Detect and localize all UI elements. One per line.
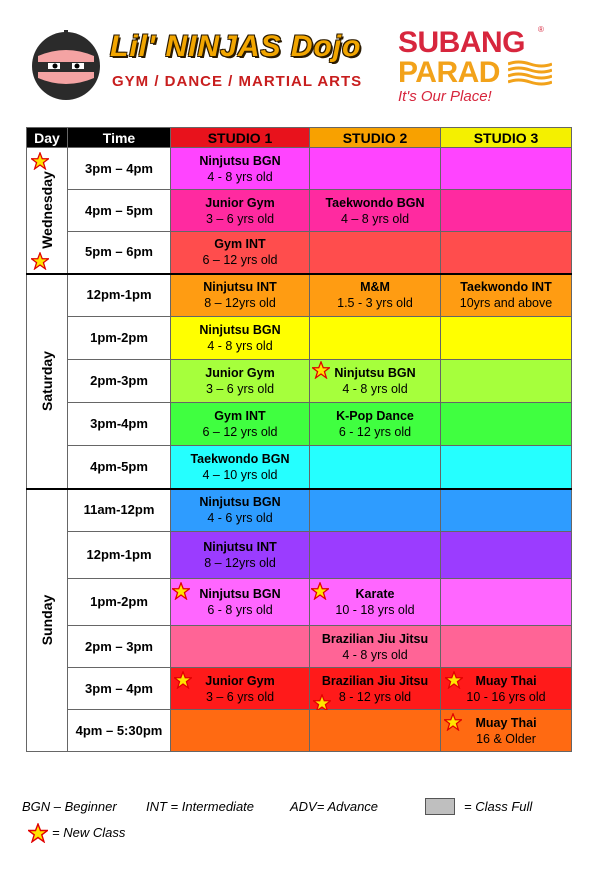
class-age: 8 – 12yrs old: [204, 296, 276, 311]
table-row: [27, 232, 572, 274]
studio-2-cell: [310, 148, 441, 190]
header-studio-2: STUDIO 2: [310, 128, 441, 148]
mall-logo-line2: PARAD: [398, 56, 500, 89]
class-age: 8 – 12yrs old: [204, 556, 276, 570]
studio-1-cell[interactable]: [171, 360, 310, 403]
studio-1-cell[interactable]: [171, 446, 310, 489]
time-slot: 12pm-1pm: [68, 532, 171, 579]
studio-3-cell: [441, 626, 572, 668]
studio-1-cell[interactable]: [171, 148, 310, 190]
new-class-star-icon: [444, 713, 462, 731]
mall-reg-mark: ®: [538, 25, 544, 34]
studio-2-cell[interactable]: [310, 360, 441, 403]
new-class-star-icon: [174, 671, 192, 689]
table-row: [27, 274, 572, 317]
class-name: Junior Gym: [205, 366, 275, 380]
class-schedule-table: [26, 127, 572, 752]
class-age: 4 - 6 yrs old: [207, 511, 273, 526]
table-header-row: [27, 128, 572, 148]
studio-3-cell: [441, 446, 572, 489]
legend-adv: ADV= Advance: [290, 799, 379, 814]
legend-bgn: BGN – Beginner: [22, 799, 117, 814]
table-row: [27, 403, 572, 446]
class-age: 10yrs and above: [459, 296, 553, 311]
table-row: [27, 317, 572, 360]
class-age: 10 - 18 yrs old: [335, 603, 415, 617]
class-age: 6 - 12 yrs old: [338, 425, 412, 439]
studio-3-cell: [441, 532, 572, 579]
class-name: Junior Gym: [205, 673, 275, 688]
class-age: 6 – 12 yrs old: [202, 425, 278, 439]
time-slot: 11am-12pm: [68, 489, 171, 532]
class-name: Brazilian Jiu Jitsu: [321, 673, 429, 688]
day-sunday: [27, 489, 68, 752]
studio-2-cell: [310, 317, 441, 360]
studio-1-cell[interactable]: [171, 579, 310, 626]
class-name: Ninjutsu BGN: [199, 587, 281, 601]
studio-1-cell[interactable]: [171, 232, 310, 274]
class-age: 1.5 - 3 yrs old: [337, 296, 413, 311]
class-age: 6 - 8 yrs old: [207, 603, 273, 617]
table-row: [27, 446, 572, 489]
studio-3-cell: [441, 190, 572, 232]
new-class-star-icon: [28, 823, 48, 843]
table-row: [27, 579, 572, 626]
dojo-subtitle: GYM / DANCE / MARTIAL ARTS: [112, 73, 363, 90]
class-name: Muay Thai: [475, 673, 537, 688]
time-slot: 3pm-4pm: [68, 403, 171, 446]
header-studio-1: STUDIO 1: [171, 128, 310, 148]
time-slot: 2pm – 3pm: [68, 626, 171, 668]
class-age: 4 - 8 yrs old: [342, 382, 408, 396]
studio-3-cell: [441, 360, 572, 403]
header-day: Day: [27, 128, 68, 148]
class-name: Ninjutsu BGN: [199, 495, 281, 510]
class-name: K-Pop Dance: [336, 409, 414, 423]
time-slot: 4pm – 5:30pm: [68, 710, 171, 752]
studio-1-cell[interactable]: [171, 489, 310, 532]
legend-int: INT = Intermediate: [146, 799, 255, 814]
studio-2-cell[interactable]: [310, 274, 441, 317]
class-name: Taekwondo BGN: [325, 195, 425, 210]
mall-stripes-icon: [508, 60, 552, 86]
class-name: Ninjutsu BGN: [334, 366, 416, 380]
day-saturday: [27, 274, 68, 489]
studio-2-cell: [310, 710, 441, 752]
class-age: 6 – 12 yrs old: [202, 253, 278, 268]
studio-2-cell: [310, 446, 441, 489]
day-wednesday: [27, 148, 68, 274]
new-class-star-icon: [31, 252, 49, 270]
table-row: [27, 710, 572, 752]
dojo-title: Lil' NINJAS Dojo: [110, 30, 362, 63]
class-name: Muay Thai: [475, 715, 537, 730]
studio-2-cell[interactable]: [310, 668, 441, 710]
table-row: [27, 148, 572, 190]
time-slot: 1pm-2pm: [68, 579, 171, 626]
time-slot: 3pm – 4pm: [68, 148, 171, 190]
class-name: Karate: [355, 587, 395, 601]
studio-3-cell[interactable]: [441, 710, 572, 752]
day-label: Saturday: [39, 351, 55, 411]
class-name: M&M: [360, 280, 390, 295]
new-class-star-icon: [311, 582, 329, 600]
new-class-star-icon: [31, 152, 49, 170]
studio-1-cell[interactable]: [171, 317, 310, 360]
table-row: [27, 190, 572, 232]
table-row: [27, 360, 572, 403]
day-label: Sunday: [39, 594, 55, 646]
time-slot: 1pm-2pm: [68, 317, 171, 360]
studio-3-cell: [441, 232, 572, 274]
new-class-star-icon: [172, 582, 190, 600]
studio-2-cell[interactable]: [310, 579, 441, 626]
new-class-star-icon: [445, 671, 463, 689]
new-class-star-icon: [312, 361, 330, 379]
legend-new: = New Class: [52, 825, 126, 840]
class-name: Ninjutsu BGN: [199, 323, 281, 337]
header-time: Time: [68, 128, 171, 148]
time-slot: 12pm-1pm: [68, 274, 171, 317]
table-row: [27, 626, 572, 668]
class-name: Brazilian Jiu Jitsu: [321, 631, 429, 646]
time-slot: 5pm – 6pm: [68, 232, 171, 274]
header-studio-3: STUDIO 3: [441, 128, 572, 148]
studio-2-cell[interactable]: [310, 626, 441, 668]
studio-3-cell: [441, 579, 572, 626]
studio-1-cell: [171, 710, 310, 752]
table-row: [27, 668, 572, 710]
studio-2-cell: [310, 232, 441, 274]
class-name: Taekwondo INT: [460, 280, 552, 295]
studio-3-cell[interactable]: [441, 274, 572, 317]
studio-1-cell[interactable]: [171, 274, 310, 317]
class-age: 4 - 8 yrs old: [207, 169, 273, 184]
studio-3-cell: [441, 148, 572, 190]
studio-3-cell: [441, 403, 572, 446]
class-name: Ninjutsu INT: [203, 280, 277, 295]
class-age: 16 & Older: [476, 731, 536, 746]
class-name: Ninjutsu INT: [203, 540, 277, 554]
studio-1-cell[interactable]: [171, 403, 310, 446]
class-age: 3 – 6 yrs old: [205, 689, 275, 704]
time-slot: 4pm-5pm: [68, 446, 171, 489]
class-age: 3 – 6 yrs old: [205, 211, 275, 226]
legend-full: = Class Full: [464, 799, 533, 814]
studio-1-cell[interactable]: [171, 190, 310, 232]
studio-1-cell[interactable]: [171, 532, 310, 579]
class-age: 4 – 10 yrs old: [202, 467, 278, 482]
studio-3-cell[interactable]: [441, 668, 572, 710]
time-slot: 3pm – 4pm: [68, 668, 171, 710]
class-name: Junior Gym: [205, 195, 275, 210]
class-age: 4 – 8 yrs old: [340, 211, 410, 226]
studio-3-cell: [441, 489, 572, 532]
time-slot: 4pm – 5pm: [68, 190, 171, 232]
class-age: 4 - 8 yrs old: [342, 647, 408, 662]
class-age: 4 - 8 yrs old: [207, 339, 273, 353]
studio-2-cell[interactable]: [310, 190, 441, 232]
table-row: [27, 532, 572, 579]
class-name: Ninjutsu BGN: [199, 153, 281, 168]
studio-2-cell: [310, 532, 441, 579]
class-name: Taekwondo BGN: [190, 451, 290, 466]
schedule-body: [27, 148, 572, 752]
mall-logo-line1: SUBANG: [398, 26, 526, 59]
table-row: [27, 489, 572, 532]
day-label: Wednesday: [39, 171, 55, 250]
studio-1-cell: [171, 626, 310, 668]
class-age: 10 - 16 yrs old: [466, 689, 546, 704]
mall-tagline: It's Our Place!: [398, 88, 492, 105]
class-name: Gym INT: [214, 409, 266, 423]
legend: [0, 790, 600, 850]
studio-3-cell: [441, 317, 572, 360]
studio-2-cell[interactable]: [310, 403, 441, 446]
time-slot: 2pm-3pm: [68, 360, 171, 403]
class-age: 3 – 6 yrs old: [205, 382, 275, 396]
class-full-swatch: [425, 798, 455, 815]
ninja-logo-icon: [30, 30, 102, 102]
studio-1-cell[interactable]: [171, 668, 310, 710]
class-age: 8 - 12 yrs old: [338, 689, 412, 704]
studio-2-cell: [310, 489, 441, 532]
class-name: Gym INT: [214, 237, 266, 252]
header: [0, 0, 600, 120]
